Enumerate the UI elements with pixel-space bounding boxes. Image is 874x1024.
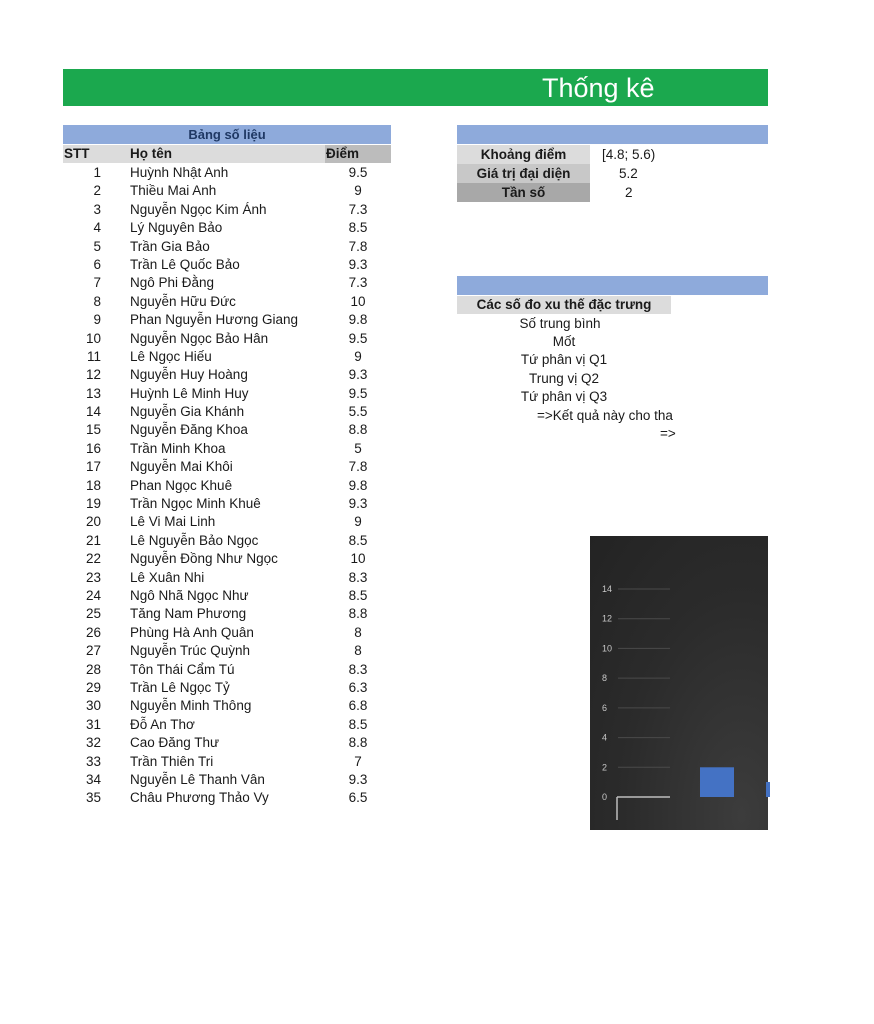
cell-stt[interactable]: 23 (85, 569, 101, 585)
cell-stt[interactable]: 16 (85, 440, 101, 456)
cell-score[interactable]: 10 (350, 551, 366, 567)
cell-stt[interactable]: 9 (93, 312, 101, 328)
cell-score[interactable]: 7.3 (348, 275, 368, 291)
cell-name[interactable]: Châu Phương Thảo Vy (130, 790, 269, 806)
cell-stt[interactable]: 35 (85, 790, 101, 806)
cell-name[interactable]: Trần Lê Ngọc Tỷ (130, 679, 230, 695)
table-row (63, 440, 391, 458)
cell-score[interactable]: 5 (354, 440, 362, 456)
table-row (63, 716, 391, 734)
table-row (63, 421, 391, 439)
stat-q1-label[interactable]: Tứ phân vị Q1 (520, 352, 608, 367)
cell-score[interactable]: 6.5 (348, 790, 368, 806)
stat-conclusion[interactable]: =>Kết quả này cho tha (537, 408, 673, 423)
cell-stt[interactable]: 29 (85, 679, 101, 695)
frequency-label[interactable]: Tần số (457, 183, 590, 202)
table-row (63, 550, 391, 568)
cell-stt[interactable]: 27 (85, 643, 101, 659)
cell-score[interactable]: 6.3 (348, 679, 368, 695)
cell-name[interactable]: Nguyễn Huy Hoàng (130, 367, 248, 383)
y-tick-label: 14 (602, 584, 613, 594)
cell-score[interactable]: 10 (350, 293, 366, 309)
cell-stt[interactable]: 28 (85, 661, 101, 677)
cell-score[interactable]: 7.8 (348, 459, 368, 475)
cell-stt[interactable]: 11 (86, 348, 101, 364)
table-row (63, 219, 391, 237)
cell-stt[interactable]: 31 (85, 716, 101, 732)
cell-name[interactable]: Lý Nguyên Bảo (130, 220, 223, 236)
cell-score[interactable]: 8.5 (348, 587, 368, 603)
cell-stt[interactable]: 33 (85, 753, 101, 769)
cell-score[interactable]: 8.8 (348, 606, 368, 622)
cell-stt[interactable]: 13 (85, 385, 101, 401)
table-row (63, 587, 391, 605)
cell-score[interactable]: 8.8 (348, 422, 368, 438)
cell-name[interactable]: Nguyễn Ngọc Bảo Hân (130, 330, 269, 346)
title-banner (63, 69, 768, 106)
cell-stt[interactable]: 30 (85, 698, 101, 714)
cell-name[interactable]: Tôn Thái Cẩm Tú (130, 661, 235, 677)
cell-stt[interactable]: 20 (85, 514, 101, 530)
stats-list (457, 314, 676, 444)
table-row (63, 661, 391, 679)
cell-name[interactable]: Trần Ngọc Minh Khuê (130, 496, 261, 512)
table-row (63, 679, 391, 697)
cell-name[interactable]: Nguyễn Lê Thanh Vân (130, 771, 265, 787)
cell-score[interactable]: 5.5 (348, 404, 368, 420)
table-row (63, 513, 391, 531)
cell-score[interactable]: 9 (354, 183, 362, 199)
representative-row (457, 164, 768, 183)
cell-score[interactable]: 9.5 (348, 330, 368, 346)
stat-q2-label[interactable]: Trung vị Q2 (528, 371, 600, 386)
cell-score[interactable]: 8 (354, 643, 362, 659)
table-row (63, 274, 391, 292)
cell-score[interactable]: 8.8 (348, 735, 368, 751)
table-row (63, 605, 391, 623)
cell-stt[interactable]: 18 (85, 477, 101, 493)
table-row (63, 293, 391, 311)
y-tick-label: 2 (602, 762, 608, 773)
cell-stt[interactable]: 22 (85, 551, 101, 567)
cell-stt[interactable]: 5 (93, 238, 101, 254)
cell-stt[interactable]: 26 (85, 624, 101, 640)
table-row (63, 256, 391, 274)
table-row (63, 182, 391, 200)
table-header-row (63, 145, 391, 163)
cell-name[interactable]: Nguyễn Trúc Quỳnh (130, 643, 251, 659)
table-row (63, 348, 391, 366)
table-row (63, 201, 391, 219)
cell-score[interactable]: 9.3 (348, 771, 368, 787)
stats-band (457, 276, 768, 295)
table-row (63, 311, 391, 329)
cell-name[interactable]: Nguyễn Đồng Như Ngọc (130, 551, 278, 567)
representative-value[interactable]: 5.2 (619, 166, 638, 181)
cell-score[interactable]: 8 (354, 624, 362, 640)
stat-mean-label[interactable]: Số trung bình (519, 316, 601, 331)
cell-stt[interactable]: 19 (85, 496, 101, 512)
table-row (63, 238, 391, 256)
cell-name[interactable]: Phan Nguyễn Hương Giang (130, 312, 298, 328)
representative-label[interactable]: Giá trị đại diện (457, 164, 590, 183)
cell-name[interactable]: Trần Thiên Tri (130, 753, 214, 769)
cell-stt[interactable]: 6 (93, 256, 101, 272)
frequency-band (457, 125, 768, 144)
cell-score[interactable]: 8.3 (348, 569, 368, 585)
cell-name[interactable]: Nguyễn Đăng Khoa (130, 422, 248, 438)
table-row (63, 624, 391, 642)
table-caption[interactable]: Bảng số liệu (63, 125, 391, 144)
cell-stt[interactable]: 21 (85, 532, 101, 548)
cell-score[interactable]: 7.3 (348, 201, 368, 217)
cell-stt[interactable]: 24 (85, 587, 101, 603)
cell-name[interactable]: Lê Ngọc Hiếu (130, 348, 212, 364)
cell-name[interactable]: Ngô Phi Đằng (130, 275, 215, 291)
cell-stt[interactable]: 25 (85, 606, 101, 622)
cell-stt[interactable]: 7 (93, 275, 101, 291)
header-score[interactable]: Điểm (326, 146, 360, 161)
cell-name[interactable]: Nguyễn Hữu Đức (130, 293, 236, 309)
stat-mode-label[interactable]: Mốt (552, 334, 576, 349)
cell-name[interactable]: Lê Nguyễn Bảo Ngọc (130, 532, 259, 548)
interval-row (457, 145, 768, 164)
cell-stt[interactable]: 1 (93, 165, 101, 180)
cell-score[interactable]: 8.5 (348, 220, 368, 236)
cell-score[interactable]: 9.3 (348, 496, 368, 512)
cell-score[interactable]: 9.3 (348, 256, 368, 272)
y-tick-label: 10 (602, 643, 613, 654)
table-row (63, 164, 391, 182)
cell-stt[interactable]: 10 (85, 330, 101, 346)
table-row (63, 753, 391, 771)
cell-name[interactable]: Tăng Nam Phương (130, 606, 247, 622)
cell-score[interactable]: 8.5 (348, 532, 368, 548)
cell-stt[interactable]: 15 (85, 422, 101, 438)
cell-name[interactable]: Thiều Mai Anh (130, 183, 217, 199)
cell-name[interactable]: Lê Xuân Nhi (130, 569, 205, 585)
chart-bar[interactable] (700, 767, 734, 797)
frequency-value[interactable]: 2 (625, 185, 633, 200)
table-row (63, 642, 391, 660)
cell-stt[interactable]: 8 (93, 293, 101, 309)
table-row (63, 697, 391, 715)
stats-header[interactable]: Các số đo xu thế đặc trưng (457, 296, 671, 314)
cell-name[interactable]: Nguyễn Minh Thông (130, 698, 252, 714)
sheet-title: Thống kê (542, 73, 655, 103)
table-row (63, 385, 391, 403)
table-row (63, 458, 391, 476)
interval-label[interactable]: Khoảng điểm (457, 145, 590, 164)
interval-value[interactable]: [4.8; 5.6) (602, 147, 656, 162)
y-tick-label: 0 (602, 792, 608, 802)
cell-score[interactable]: 8.3 (348, 661, 368, 677)
cell-name[interactable]: Nguyễn Ngọc Kim Ánh (130, 201, 267, 217)
cell-name[interactable]: Trần Minh Khoa (130, 440, 226, 456)
cell-stt[interactable]: 32 (85, 735, 101, 751)
x-axis-line (617, 797, 670, 820)
cell-name[interactable]: Ngô Nhã Ngọc Như (130, 587, 249, 603)
cell-name[interactable]: Cao Đăng Thư (130, 735, 220, 751)
cell-score[interactable]: 9.3 (348, 367, 368, 383)
table-row (63, 495, 391, 513)
y-tick-label: 8 (602, 673, 608, 684)
cell-name[interactable]: Huỳnh Nhật Anh (130, 165, 229, 180)
y-tick-label: 4 (602, 732, 608, 743)
cell-name[interactable]: Nguyễn Mai Khôi (130, 459, 233, 475)
chart-svg (590, 536, 768, 830)
cell-name[interactable]: Huỳnh Lê Minh Huy (130, 385, 249, 401)
table-row (63, 789, 391, 807)
header-name[interactable]: Họ tên (130, 146, 172, 161)
cell-score[interactable]: 8.5 (348, 716, 368, 732)
cell-stt[interactable]: 3 (93, 201, 101, 217)
cell-score[interactable]: 7 (354, 753, 362, 769)
y-tick-label: 6 (602, 702, 608, 713)
frequency-chart[interactable] (590, 536, 768, 830)
cell-stt[interactable]: 17 (85, 459, 101, 475)
table-row (63, 734, 391, 752)
cell-name[interactable]: Lê Vi Mai Linh (130, 514, 216, 530)
cell-name[interactable]: Đỗ An Thơ (130, 716, 195, 732)
cell-stt[interactable]: 4 (93, 220, 101, 236)
table-row (63, 330, 391, 348)
cell-name[interactable]: Nguyễn Gia Khánh (130, 404, 245, 420)
table-row (63, 477, 391, 495)
header-stt[interactable]: STT (64, 146, 90, 161)
cell-score[interactable]: 7.8 (348, 238, 368, 254)
cell-stt[interactable]: 12 (85, 367, 101, 383)
cell-score[interactable]: 6.8 (348, 698, 368, 714)
stat-q3-label[interactable]: Tứ phân vị Q3 (520, 389, 608, 404)
stat-conclusion-2[interactable]: => (660, 426, 676, 441)
cell-name[interactable]: Phùng Hà Anh Quân (130, 624, 254, 640)
frequency-row (457, 183, 768, 202)
cell-score[interactable]: 9.5 (348, 385, 368, 401)
cell-score[interactable]: 9.8 (348, 477, 368, 493)
cell-stt[interactable]: 2 (93, 183, 101, 199)
table-row (63, 403, 391, 421)
cell-name[interactable]: Trần Gia Bảo (130, 238, 210, 254)
cell-stt[interactable]: 14 (85, 404, 101, 420)
cell-name[interactable]: Phan Ngọc Khuê (130, 477, 233, 493)
table-row (63, 532, 391, 550)
cell-score[interactable]: 9 (354, 348, 362, 364)
chart-bar-clipped[interactable] (766, 782, 770, 797)
cell-score[interactable]: 9.5 (348, 165, 368, 180)
table-row (63, 569, 391, 587)
cell-name[interactable]: Trần Lê Quốc Bảo (130, 256, 240, 272)
table-body (63, 164, 391, 808)
table-row (63, 771, 391, 789)
y-tick-label: 12 (602, 613, 613, 624)
cell-score[interactable]: 9.8 (348, 312, 368, 328)
cell-score[interactable]: 9 (354, 514, 362, 530)
cell-stt[interactable]: 34 (85, 771, 101, 787)
table-row (63, 366, 391, 384)
